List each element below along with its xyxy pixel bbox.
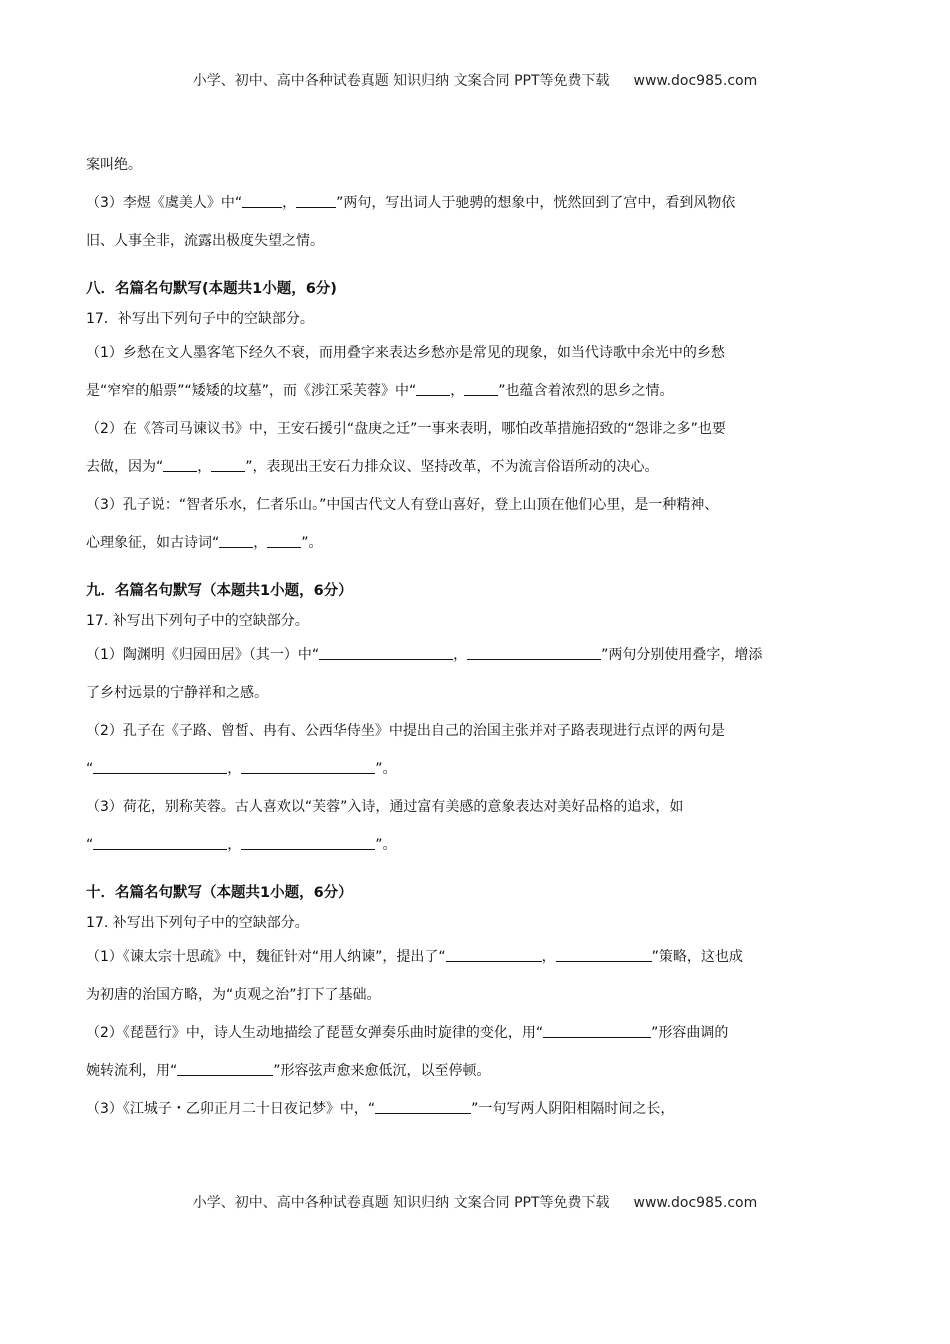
- answer-blank[interactable]: [211, 457, 245, 472]
- footer-url: www.doc985.com: [633, 1195, 758, 1211]
- question-line: （2）孔子在《子路、曾皙、冉有、公西华侍坐》中提出自己的治国主张并对子路表现进行点评的两句是: [86, 723, 725, 739]
- question-number: 17．补写出下列句子中的空缺部分。: [86, 311, 314, 327]
- question-number: 17. 补写出下列句子中的空缺部分。: [86, 915, 309, 931]
- paragraph-line: 案叫绝。: [86, 157, 142, 173]
- section-heading-8: 八．名篇名句默写(本题共1小题，6分): [86, 281, 337, 297]
- document-body: [86, 146, 862, 1128]
- answer-blank[interactable]: [163, 457, 197, 472]
- question-line: 了乡村远景的宁静祥和之感。: [86, 685, 268, 701]
- question-line: 婉转流利，用“ ”形容弦声愈来愈低沉，以至停顿。: [86, 1063, 491, 1079]
- answer-blank[interactable]: [375, 1099, 471, 1114]
- header-text: 小学、初中、高中各种试卷真题 知识归纳 文案合同 PPT等免费下载: [192, 73, 610, 89]
- section-heading-9: 九．名篇名句默写（本题共1小题，6分）: [86, 583, 353, 599]
- question-line: “ ， ”。: [86, 837, 397, 853]
- answer-blank[interactable]: [556, 947, 652, 962]
- question-line: （2）《琵琶行》中，诗人生动地描绘了琵琶女弹奏乐曲时旋律的变化，用“ ”形容曲调的: [86, 1025, 729, 1041]
- page-footer: [0, 1192, 950, 1212]
- question-line: （1）乡愁在文人墨客笔下经久不衰，而用叠字来表达乡愁亦是常见的现象，如当代诗歌中余光中的乡愁: [86, 345, 725, 361]
- answer-blank[interactable]: [219, 533, 253, 548]
- question-line: （3）李煜《虞美人》中“ ， ”两句，写出词人于驰骋的想象中，恍然回到了宫中，看到风物依: [86, 195, 736, 211]
- question-line: “ ， ”。: [86, 761, 397, 777]
- page-header: [0, 70, 950, 90]
- answer-blank[interactable]: [464, 381, 498, 396]
- question-line: 是“窄窄的船票”“矮矮的坟墓”，而《涉江采芙蓉》中“ ， ”也蕴含着浓烈的思乡之情。: [86, 383, 674, 399]
- question-number: 17. 补写出下列句子中的空缺部分。: [86, 613, 309, 629]
- answer-blank[interactable]: [319, 645, 453, 660]
- answer-blank[interactable]: [543, 1023, 651, 1038]
- question-line: （1）陶渊明《归园田居》（其一）中“ ， ”两句分别使用叠字，增添: [86, 647, 763, 663]
- question-line: （3）孔子说：“智者乐水，仁者乐山。”中国古代文人有登山喜好，登上山顶在他们心里，是一种精神、: [86, 497, 719, 513]
- question-line: 去做，因为“ ， ”，表现出王安石力排众议、坚持改革，不为流言俗语所动的决心。: [86, 459, 659, 475]
- answer-blank[interactable]: [93, 759, 227, 774]
- answer-blank[interactable]: [241, 835, 375, 850]
- question-line: （2）在《答司马谏议书》中，王安石援引“盘庚之迁”一事来表明，哪怕改革措施招致的“怨诽之多”也要: [86, 421, 726, 437]
- answer-blank[interactable]: [93, 835, 227, 850]
- question-line: 心理象征，如古诗词“ ， ”。: [86, 535, 323, 551]
- footer-text: 小学、初中、高中各种试卷真题 知识归纳 文案合同 PPT等免费下载: [192, 1195, 610, 1211]
- answer-blank[interactable]: [242, 193, 282, 208]
- answer-blank[interactable]: [267, 533, 301, 548]
- answer-blank[interactable]: [416, 381, 450, 396]
- answer-blank[interactable]: [241, 759, 375, 774]
- question-line: 为初唐的治国方略，为“贞观之治”打下了基础。: [86, 987, 381, 1003]
- header-url: www.doc985.com: [633, 73, 758, 89]
- question-line: 旧、人事全非，流露出极度失望之情。: [86, 233, 324, 249]
- section-heading-10: 十．名篇名句默写（本题共1小题，6分）: [86, 885, 353, 901]
- answer-blank[interactable]: [296, 193, 336, 208]
- answer-blank[interactable]: [446, 947, 542, 962]
- question-line: （3）荷花，别称芙蓉。古人喜欢以“芙蓉”入诗，通过富有美感的意象表达对美好品格的追求，如: [86, 799, 684, 815]
- question-line: （1）《谏太宗十思疏》中，魏征针对“用人纳谏”，提出了“ ， ”策略，这也成: [86, 949, 743, 965]
- answer-blank[interactable]: [467, 645, 601, 660]
- question-line: （3）《江城子・乙卯正月二十日夜记梦》中，“ ”一句写两人阴阳相隔时间之长，: [86, 1101, 675, 1117]
- answer-blank[interactable]: [177, 1061, 273, 1076]
